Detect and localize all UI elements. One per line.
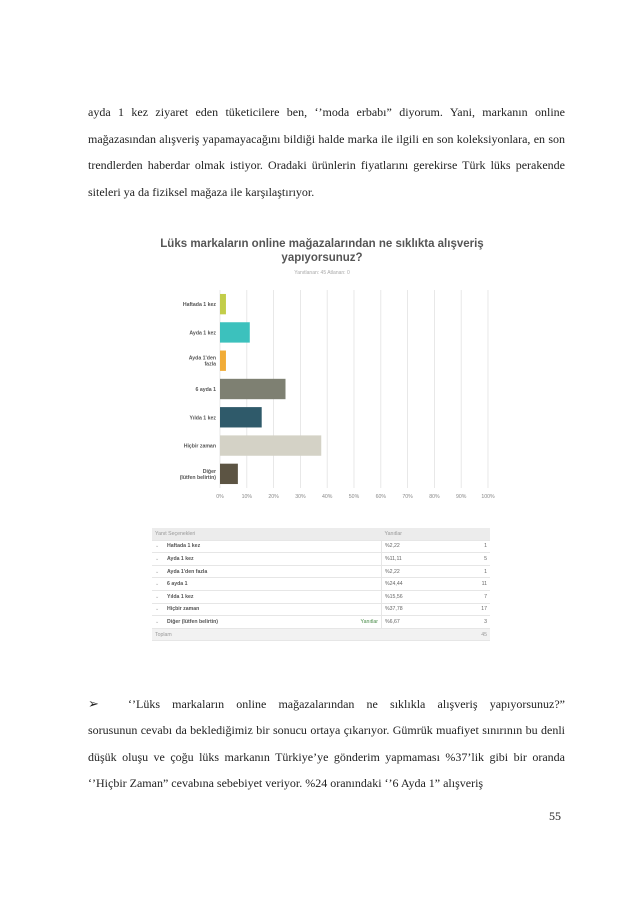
bar	[220, 322, 250, 342]
table-footer-label: Toplam	[152, 628, 468, 641]
row-label: Ayda 1'den fazla	[164, 565, 315, 578]
x-tick-label: 60%	[375, 494, 386, 500]
row-count: 1	[468, 565, 490, 578]
row-count: 1	[468, 540, 490, 553]
category-label: Haftada 1 kez	[182, 302, 216, 309]
x-tick-label: 40%	[322, 494, 333, 500]
x-tick-label: 80%	[429, 494, 440, 500]
bar	[220, 464, 238, 484]
table-row	[152, 603, 490, 616]
table-row	[152, 553, 490, 566]
paragraph-top: ayda 1 kez ziyaret eden tüketicilere ben, ‘’moda erbabı” diyorum. Yani, markanın online mağazasından alışveriş yapamayacağını bildiği halde marka ile ilgili en son koleksiyonlara, en son trendlerden haberdar olmak istiyor. Oradaki ürünlerin fiyatlarını gerekirse Türk lüks perakende siteleri ya da fiziksel mağaza ile karşılaştırıyor.	[88, 105, 565, 199]
x-tick-label: 20%	[268, 494, 279, 500]
x-tick-label: 90%	[456, 494, 467, 500]
x-tick-label: 0%	[216, 494, 224, 500]
bar	[220, 435, 321, 455]
row-count: 5	[468, 553, 490, 566]
row-chevron-icon[interactable]: ⌄	[152, 565, 164, 578]
row-percent: %2,22	[382, 565, 469, 578]
row-label: Ayda 1 kez	[164, 553, 315, 566]
paragraph-bottom: sorusunun cevabı da beklediğimiz bir sonucu ortaya çıkarıyor. Gümrük muafiyet sınırının bu denli düşük oluşu ve çoğu lüks markanın Türkiye’ye gönderim yapmaması %37’lik gibi bir oranda ‘’Hiçbir Zaman” cevabına sebebiyet veriyor. %24 oranındaki ‘’6 Ayda 1” alışveriş	[88, 723, 565, 790]
row-label: Hiçbir zaman	[164, 603, 315, 616]
table-row	[152, 590, 490, 603]
row-percent: %24,44	[382, 578, 469, 591]
category-label: Diğer (lütfen belirtin)	[179, 468, 216, 481]
category-label: Yılda 1 kez	[189, 415, 216, 422]
category-label: Hiçbir zaman	[183, 443, 216, 450]
category-label: Ayda 1 kez	[189, 330, 216, 337]
responses-link[interactable]: Yanıtlar	[315, 616, 382, 629]
category-label: Ayda 1'den fazla	[188, 355, 216, 368]
x-tick-label: 30%	[295, 494, 306, 500]
row-percent: %15,56	[382, 590, 469, 603]
chart-title: Lüks markaların online mağazalarından ne sıklıkta alışveriş yapıyorsunuz?	[160, 238, 484, 264]
row-label: 6 ayda 1	[164, 578, 315, 591]
page-number: 55	[549, 809, 561, 823]
category-label: 6 ayda 1	[195, 387, 216, 393]
table-row	[152, 578, 490, 591]
row-spacer	[315, 590, 382, 603]
x-tick-label: 100%	[481, 494, 495, 500]
row-chevron-icon[interactable]: ⌄	[152, 603, 164, 616]
row-label: Yılda 1 kez	[164, 590, 315, 603]
row-spacer	[315, 553, 382, 566]
table-header-row	[152, 528, 490, 540]
bar	[220, 351, 226, 371]
bar	[220, 379, 285, 399]
bar	[220, 407, 262, 427]
row-count: 7	[468, 590, 490, 603]
row-percent: %2,22	[382, 540, 469, 553]
x-tick-label: 70%	[402, 494, 413, 500]
row-chevron-icon[interactable]: ⌄	[152, 590, 164, 603]
arrow-bullet-icon: ➢	[88, 696, 99, 711]
row-chevron-icon[interactable]: ⌄	[152, 553, 164, 566]
survey-chart	[152, 232, 495, 502]
table-row	[152, 565, 490, 578]
table-footer-row	[152, 628, 490, 641]
row-chevron-icon[interactable]: ⌄	[152, 578, 164, 591]
row-chevron-icon[interactable]: ⌄	[152, 616, 164, 629]
row-percent: %37,78	[382, 603, 469, 616]
row-chevron-icon[interactable]: ⌄	[152, 540, 164, 553]
row-count: 17	[468, 603, 490, 616]
row-spacer	[315, 603, 382, 616]
bar	[220, 294, 226, 314]
row-percent: %6,67	[382, 616, 469, 629]
row-percent: %11,11	[382, 553, 469, 566]
bullet-question	[88, 691, 565, 718]
table-row	[152, 540, 490, 553]
x-tick-label: 10%	[241, 494, 252, 500]
chart-plot	[152, 232, 495, 502]
table-header-options: Yanıt Seçenekleri	[152, 528, 382, 540]
row-spacer	[315, 540, 382, 553]
row-label: Haftada 1 kez	[164, 540, 315, 553]
chart-subtitle: Yanıtlanan: 45 Atlanan: 0	[294, 270, 350, 276]
table-row	[152, 616, 490, 629]
table-header-responses: Yanıtlar	[382, 528, 491, 540]
table-footer-count: 45	[468, 628, 490, 641]
row-count: 3	[468, 616, 490, 629]
bullet-text: ‘’Lüks markaların online mağazalarından ne sıklıkla alışveriş yapıyorsunuz?”	[128, 697, 565, 711]
row-count: 11	[468, 578, 490, 591]
row-label: Diğer (lütfen belirtin)	[164, 616, 315, 629]
x-tick-label: 50%	[348, 494, 360, 500]
response-table	[152, 528, 490, 641]
row-spacer	[315, 565, 382, 578]
row-spacer	[315, 578, 382, 591]
